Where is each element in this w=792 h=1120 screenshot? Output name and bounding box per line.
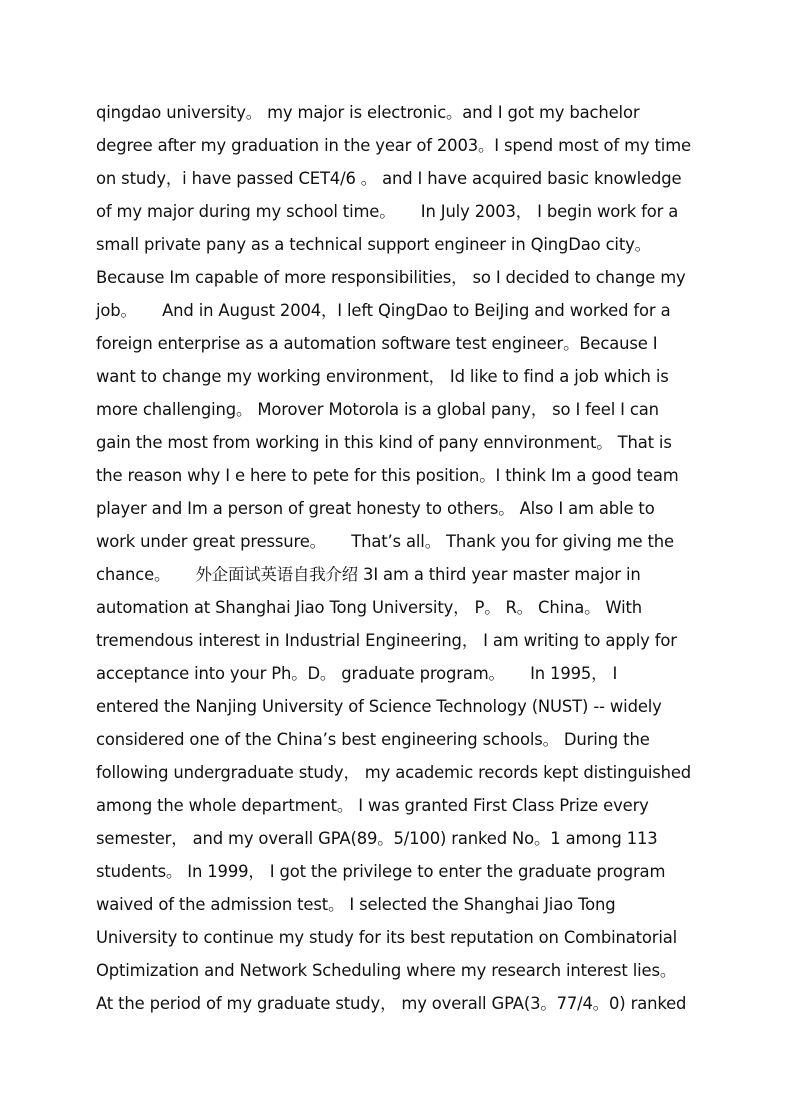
text-line: want to change my working environment， Id like to find a job which is [96, 367, 669, 386]
text-line: qingdao university。 my major is electronic。and I got my bachelor [96, 103, 640, 122]
text-line: University to continue my study for its best reputation on Combinatorial [96, 928, 678, 947]
text-line: At the period of my graduate study， my overall GPA(3。77/4。0) ranked [96, 994, 687, 1013]
text-line: on study，i have passed CET4/6 。 and I have acquired basic knowledge [96, 169, 682, 188]
text-line: among the whole department。 I was granted First Class Prize every [96, 796, 649, 815]
text-line: small private pany as a technical support engineer in QingDao city。 [96, 235, 651, 254]
text-line: the reason why I e here to pete for this position。I think Im a good team [96, 466, 679, 485]
text-line: player and Im a person of great honesty to others。 Also I am able to [96, 499, 655, 518]
text-line: following undergraduate study， my academic records kept distinguished [96, 763, 692, 782]
body-text [96, 96, 736, 1020]
text-line: students。 In 1999， I got the privilege to enter the graduate program [96, 862, 666, 881]
text-line: automation at Shanghai Jiao Tong University， P。 R。 China。 With [96, 598, 643, 617]
text-line: work under great pressure。 That’s all。 Thank you for giving me the [96, 532, 674, 551]
text-line: foreign enterprise as a automation software test engineer。Because I [96, 334, 658, 353]
text-line: of my major during my school time。 In July 2003， I begin work for a [96, 202, 679, 221]
text-line: considered one of the China’s best engineering schools。 During the [96, 730, 650, 749]
text-line: tremendous interest in Industrial Engineering， I am writing to apply for [96, 631, 677, 650]
text-line: entered the Nanjing University of Science Technology (NUST) -- widely [96, 697, 662, 716]
text-line: degree after my graduation in the year of 2003。I spend most of my time [96, 136, 691, 155]
text-line: Because Im capable of more responsibilities， so I decided to change my [96, 268, 686, 287]
text-line: acceptance into your Ph。D。 graduate program。 In 1995， I [96, 664, 618, 683]
text-line: semester， and my overall GPA(89。5/100) ranked No。1 among 113 [96, 829, 658, 848]
text-line: gain the most from working in this kind of pany ennvironment。 That is [96, 433, 672, 452]
text-line: Optimization and Network Scheduling where my research interest lies。 [96, 961, 677, 980]
text-line: waived of the admission test。 I selected the Shanghai Jiao Tong [96, 895, 616, 914]
text-line: job。 And in August 2004，I left QingDao to BeiJing and worked for a [96, 301, 671, 320]
text-line: more challenging。 Morover Motorola is a global pany， so I feel I can [96, 400, 659, 419]
text-line: chance。 外企面试英语自我介绍 3I am a third year master major in [96, 565, 641, 584]
